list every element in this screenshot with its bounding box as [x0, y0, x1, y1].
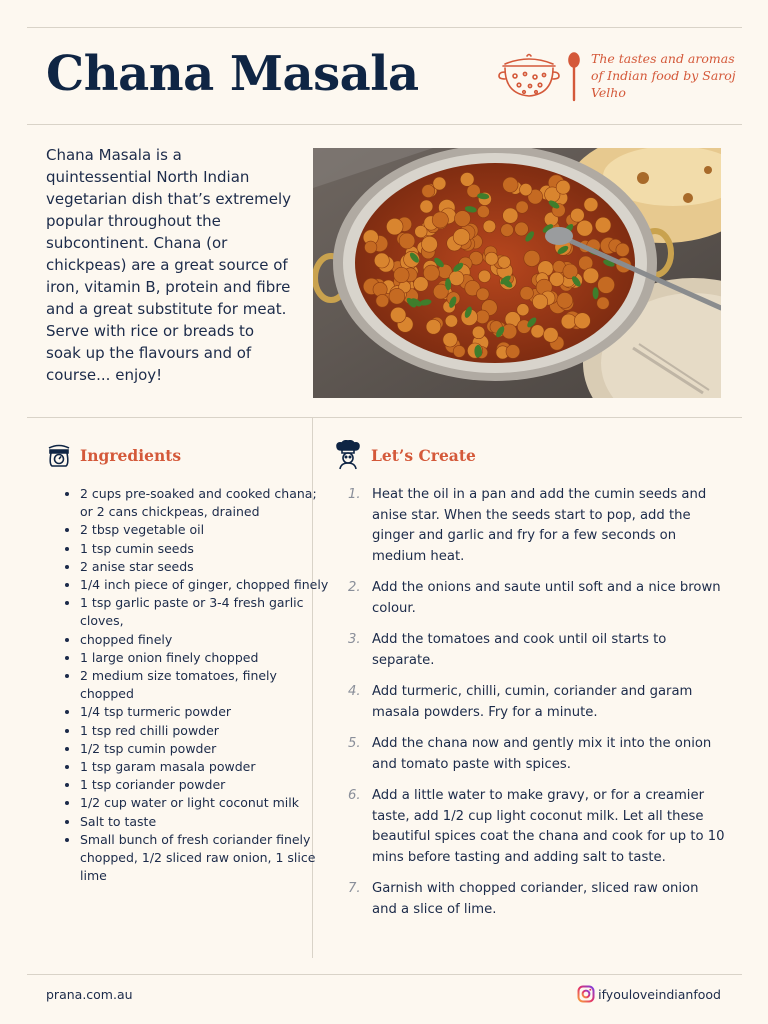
step-number: 5.	[348, 736, 361, 752]
step-text: Garnish with chopped coriander, sliced raw onion and a slice of lime.	[372, 881, 699, 917]
step-text: Add the tomatoes and cook until oil starts to separate.	[372, 632, 667, 668]
ingredient-item: • chopped finely	[80, 631, 330, 649]
middle-divider	[27, 417, 742, 418]
step-number: 6.	[348, 787, 361, 803]
ingredient-item: • 1/4 tsp turmeric powder	[80, 703, 330, 721]
instagram-handle[interactable]	[577, 985, 721, 1003]
method-step	[340, 734, 725, 775]
tagline: The tastes and aromas of Indian food by Saroj Velho	[591, 51, 736, 100]
website-link[interactable]: prana.com.au	[46, 987, 133, 1002]
step-number: 7.	[348, 881, 361, 897]
footer-divider	[27, 974, 742, 975]
step-number: 1.	[348, 487, 361, 502]
ingredient-item: • 2 anise star seeds	[80, 558, 330, 576]
method-step	[340, 485, 725, 568]
step-text: Heat the oil in a pan and add the cumin seeds and anise star. When the seeds start to pop, add the ginger and garlic and fry for a few seconds on medium heat.	[372, 487, 707, 565]
ingredient-item: • 1 tsp coriander powder	[80, 776, 330, 794]
dish-illustration	[313, 148, 721, 398]
method-steps	[340, 485, 725, 931]
ingredient-item: • Small bunch of fresh coriander finely chopped, 1/2 sliced raw onion, 1 slice lime	[80, 831, 330, 886]
intro-paragraph: Chana Masala is a quintessential North Indian vegetarian dish that’s extremely popular throughout the subcontinent. Chana (or chickpeas) are a great source of iron, vitamin B, protein and fibre and a great substitute for meat. Serve with rice or breads to soak up the flavours and of course... enjoy!	[46, 146, 291, 384]
step-text: Add a little water to make gravy, or for a creamier taste, add 1/2 cup light coconut milk. Let all these beautiful spices coat the chana and cook for up to 10 mins before tasting and adding salt to taste.	[372, 787, 725, 866]
ingredient-item: • 1 large onion finely chopped	[80, 649, 330, 667]
chana-masala-dish-photo	[313, 148, 721, 398]
step-text: Add the onions and saute until soft and a nice brown colour.	[372, 580, 721, 617]
ingredient-item: • 2 cups pre-soaked and cooked chana; or 2 cans chickpeas, drained	[80, 485, 330, 521]
page-title: Chana Masala	[46, 46, 419, 102]
header-divider	[27, 124, 742, 125]
method-step	[340, 630, 725, 671]
ingredient-item: • Salt to taste	[80, 813, 330, 831]
chef-icon	[333, 440, 363, 470]
ingredient-item: • 1 tsp red chilli powder	[80, 722, 330, 740]
step-number: 2.	[348, 580, 361, 596]
ingredient-item: • 2 tbsp vegetable oil	[80, 521, 330, 539]
ingredient-item: • 1 tsp cumin seeds	[80, 540, 330, 558]
ingredient-item: • 1/2 cup water or light coconut milk	[80, 794, 330, 812]
ingredient-item: • 2 medium size tomatoes, finely chopped	[80, 667, 330, 703]
instagram-icon	[577, 985, 595, 1003]
instagram-label: ifyouloveindianfood	[598, 986, 721, 1002]
ingredients-list	[46, 485, 330, 885]
ingredient-item: • 1/2 tsp cumin powder	[80, 740, 330, 758]
ingredient-item: • 1 tsp garam masala powder	[80, 758, 330, 776]
ingredients-header	[46, 442, 181, 468]
method-step	[340, 578, 725, 619]
method-header	[333, 440, 476, 470]
step-text: Add turmeric, chilli, cumin, coriander and garam masala powders. Fry for a minute.	[372, 684, 693, 720]
step-number: 3.	[348, 632, 361, 648]
cooking-pot-icon	[497, 50, 587, 102]
step-number: 4.	[348, 684, 361, 700]
ingredients-heading: Ingredients	[80, 445, 182, 465]
method-step	[340, 786, 725, 869]
brand-block	[497, 48, 737, 104]
method-heading: Let’s Create	[371, 445, 476, 465]
step-text: Add the chana now and gently mix it into the onion and tomato paste with spices.	[372, 736, 712, 772]
top-divider	[27, 27, 742, 28]
method-step	[340, 879, 725, 920]
method-step	[340, 682, 725, 723]
scale-icon	[46, 442, 72, 468]
ingredient-item: • 1/4 inch piece of ginger, chopped finely	[80, 576, 330, 594]
ingredient-item: • 1 tsp garlic paste or 3-4 fresh garlic cloves,	[80, 594, 330, 630]
